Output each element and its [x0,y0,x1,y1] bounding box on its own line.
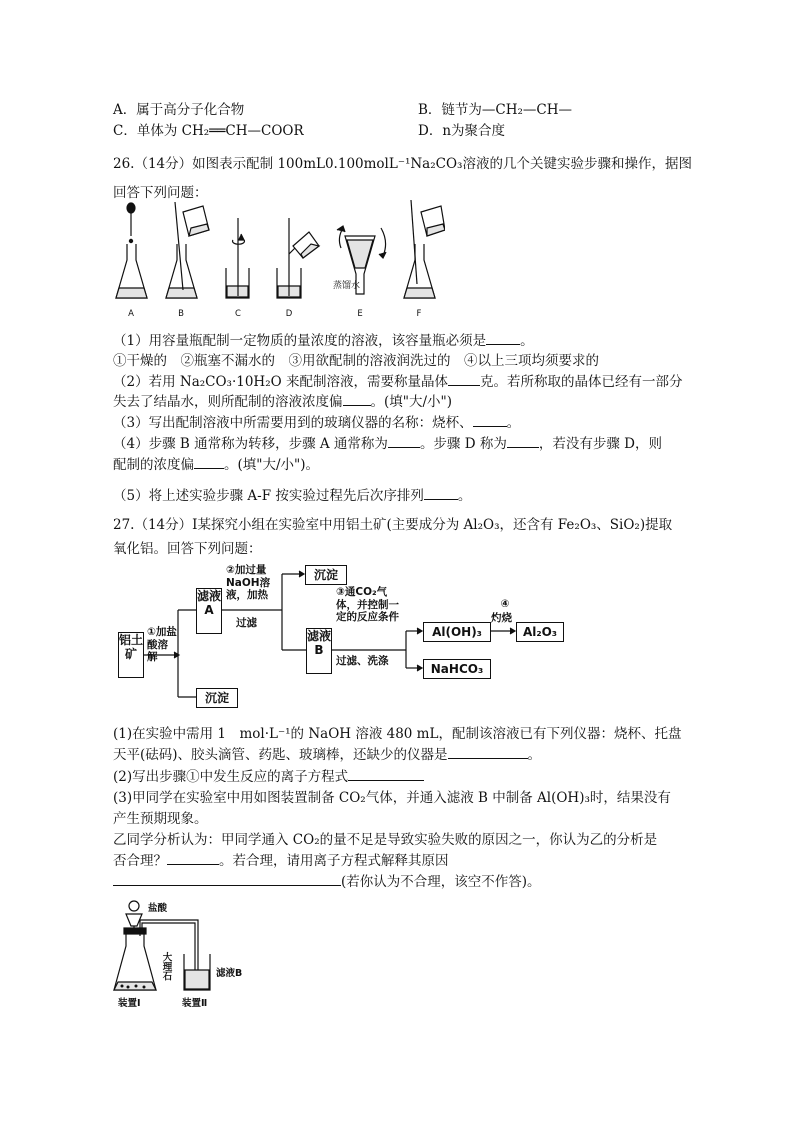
q26-header-line2: 回答下列问题： [113,185,208,201]
precipitate-top-box: 沉淀 [305,565,347,585]
q27-p3-line5: (若你认为不合理，该空不作答)。 [113,870,541,890]
q26-figure [105,198,445,320]
step-d-drawing [277,218,319,298]
q27-p1-line2: 天平(砝码)、胶头滴管、药匙、玻璃棒，还缺少的仪器是 。 [113,747,542,763]
filtrate-a-box: 滤液A [196,588,222,634]
filter-label: 过滤 [236,617,257,629]
q27-flowchart [110,560,590,715]
device-2-label: 装置Ⅱ [182,998,208,1009]
answer-blank[interactable] [507,435,539,448]
q27-p3-line3: 乙同学分析认为：甲同学通入 CO₂的量不足是导致实验失败的原因之一，你认为乙的分析是 [113,832,658,848]
fig-label-c: C [235,309,241,319]
distilled-water-label: 蒸馏水 [333,281,361,291]
sodium-bicarbonate-box: NaHCO₃ [423,659,491,679]
q26-s4-line2: 配制的浓度偏 。(填"大/小")。 [113,457,320,473]
hcl-label: 盐酸 [148,903,168,914]
q26-s2-line1: （2）若用 Na₂CO₃·10H₂O 来配制溶液，需要称量晶体 克。若所称取的晶体已经有一部分 [113,374,683,390]
answer-blank[interactable] [486,332,520,345]
q27-p3-line4: 否合理？ 。若合理，请用离子方程式解释其原因 [113,853,449,869]
step3-label: ③通CO₂气体，并控制一定的反应条件 [336,586,399,623]
option-b: B．链节为—CH₂—CH— [418,102,573,118]
q26-s4-line1: （4）步骤 B 通常称为转移，步骤 A 通常称为 。步骤 D 称为 ，若没有步骤 D，则 [113,436,662,452]
fig-label-d: D [285,309,293,319]
aluminium-hydroxide-box: Al(OH)₃ [423,622,491,642]
fig-label-f: F [416,309,422,319]
q26-s2-line2: 失去了结晶水，则所配制的溶液浓度偏 。(填"大/小") [113,394,453,410]
step1-label: ①加盐酸溶解 [147,626,177,663]
filter-wash-label: 过滤、洗涤 [336,655,389,667]
answer-blank[interactable] [343,393,371,406]
option-a: A．属于高分子化合物 [113,102,245,118]
filtrate-b-label: 滤液B [216,968,243,979]
q26-s3: （3）写出配制溶液中所需要用到的玻璃仪器的名称：烧杯、 。 [113,415,521,431]
answer-blank[interactable] [348,768,424,781]
option-d: D．n为聚合度 [418,123,506,139]
answer-blank[interactable] [473,414,507,427]
answer-blank[interactable] [167,852,219,865]
fig-label-b: B [178,309,184,319]
answer-blank[interactable] [448,746,528,759]
marble-label: 大理石 [160,952,172,981]
answer-blank[interactable] [424,487,458,500]
device-1-label: 装置Ⅰ [118,998,141,1009]
q27-p3-line1: (3)甲同学在实验室中用如图装置制备 CO₂气体，并通入滤液 B 中制备 Al(OH)₃时，结果没有 [113,790,671,806]
q27-header-line2: 氧化铝。回答下列问题： [113,541,262,557]
step-f-drawing [404,200,445,298]
q27-header-line1: 27.（14分）I某探究小组在实验室中用铝土矿(主要成分为 Al₂O₃，还含有 Fe₂O₃、SiO₂)提取 [113,517,673,533]
bauxite-box: 铝土矿 [118,632,144,678]
step4-label: 灼烧 [491,612,512,624]
option-c: C．单体为 CH₂══CH—COOR [113,123,304,139]
step-b-drawing [166,202,209,298]
answer-blank[interactable] [388,435,420,448]
q26-s1-options: ①干燥的 ②瓶塞不漏水的 ③用欲配制的溶液润洗过的 ④以上三项均须要求的 [113,353,599,369]
q26-s5: （5）将上述实验步骤 A-F 按实验过程先后次序排列 。 [113,488,472,504]
filtrate-b-box: 滤液B [306,628,332,674]
step4-number: ④ [500,598,510,610]
q26-header-line1: 26.（14分）如图表示配制 100mL0.100molL⁻¹Na₂CO₃溶液的几个关键实验步骤和操作，据图 [113,156,692,172]
q26-s1: （1）用容量瓶配制一定物质的量浓度的溶液，该容量瓶必须是 。 [113,333,534,349]
step-c-drawing [226,218,249,298]
q27-p3-line2: 产生预期现象。 [113,811,208,827]
fig-label-e: E [357,309,363,319]
answer-blank[interactable] [194,456,224,469]
alumina-box: Al₂O₃ [516,622,564,642]
answer-blank[interactable] [113,873,341,886]
apparatus-figure [110,898,270,1010]
precipitate-bottom-box: 沉淀 [196,688,238,708]
q27-p2: (2)写出步骤①中发生反应的离子方程式 [113,765,424,785]
step2-label: ②加过量NaOH溶液，加热 [226,564,271,601]
fig-label-a: A [128,309,134,319]
q27-p1-line1: (1)在实验中需用 1 mol·L⁻¹的 NaOH 溶液 480 mL，配制该溶液已有下列仪器：烧杯、托盘 [113,726,682,742]
answer-blank[interactable] [448,373,480,386]
step-a-drawing [116,203,147,298]
